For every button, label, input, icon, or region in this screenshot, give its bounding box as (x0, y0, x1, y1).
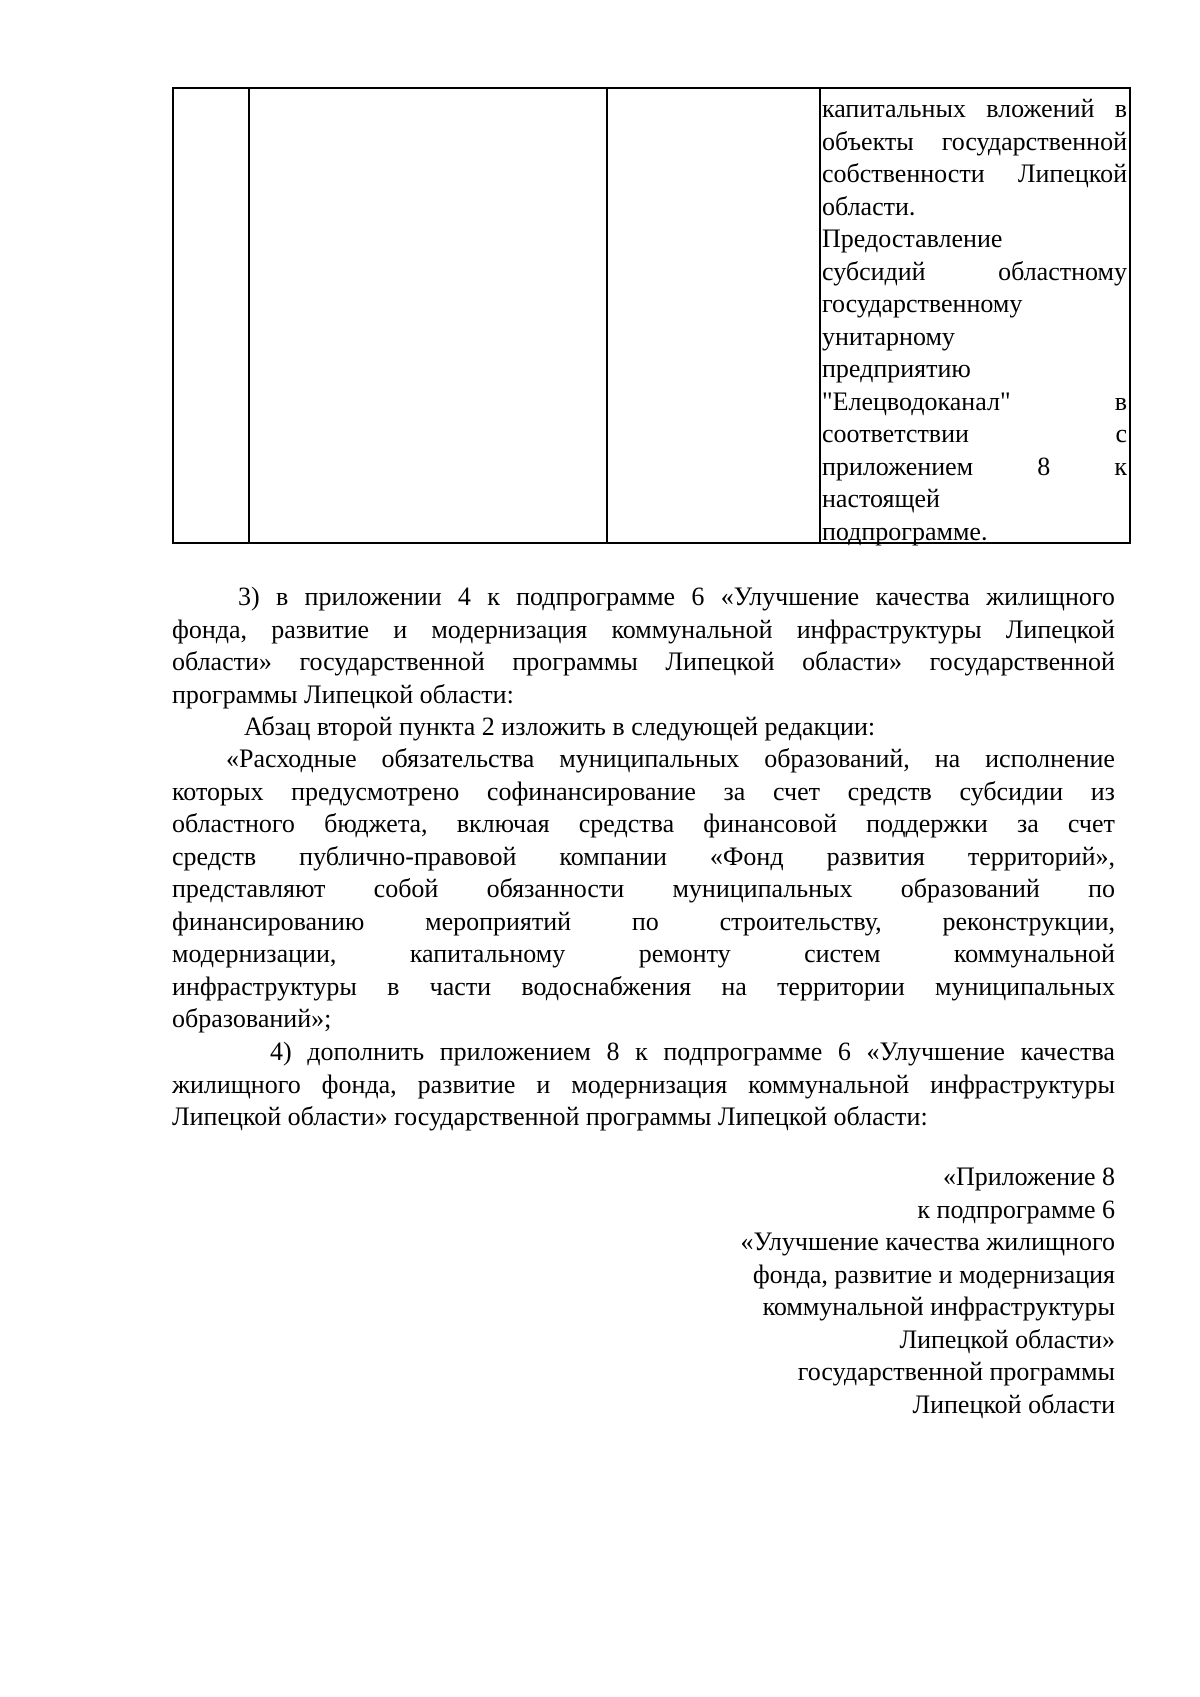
table-cell-word: предприятию (822, 354, 971, 383)
text-line (172, 841, 1115, 874)
word: к (487, 582, 500, 611)
word: средств (847, 776, 932, 806)
word: за (723, 776, 746, 806)
word: публично-правовой (299, 841, 517, 871)
table-cell-line (822, 321, 1127, 354)
word: 8 (606, 1037, 620, 1066)
word: Липецкой (665, 647, 775, 676)
word: коммунальной (611, 614, 773, 644)
word: программы (585, 1102, 718, 1131)
table-cell-line (822, 126, 1127, 159)
appendix-line: к подпрограмме 6 (917, 1194, 1115, 1224)
word: поддержки (866, 809, 988, 838)
table-cell-word: областному (998, 256, 1127, 286)
table-cell-line (822, 256, 1127, 289)
word: субсидии (959, 776, 1064, 806)
table-cell-word: приложением (822, 451, 974, 481)
text-line (172, 1003, 1115, 1036)
appendix-line: «Улучшение качества жилищного (740, 1227, 1115, 1256)
word: 4) (270, 1037, 292, 1066)
table-cell-line (822, 288, 1127, 321)
table-cell-line (822, 418, 1127, 451)
word: области: (833, 1102, 928, 1131)
word: Липецкой (1005, 614, 1115, 644)
word: области: (419, 679, 514, 709)
table-cell-word: субсидий (822, 256, 926, 286)
word: инфраструктуры (172, 971, 357, 1001)
word: «Фонд (709, 841, 784, 871)
word: подпрограмме (663, 1037, 823, 1066)
word: образований (900, 874, 1040, 903)
appendix-line: «Приложение 8 (942, 1162, 1115, 1191)
word: по (631, 906, 659, 936)
text-line (172, 614, 1115, 647)
word: территорий», (967, 841, 1115, 871)
word: «Улучшение (720, 582, 860, 611)
text-line (172, 971, 1115, 1004)
paragraph-instruction (172, 711, 1115, 744)
word: Липецкой (717, 1102, 834, 1131)
word: исполнение (985, 744, 1115, 773)
table-cell-word: области. (822, 191, 916, 221)
table-cell-word: капитальных (822, 94, 966, 123)
word: бюджета, (324, 809, 428, 838)
paragraph-4 (172, 1036, 1115, 1134)
paragraph-3 (172, 581, 1115, 711)
word: собой (373, 874, 439, 903)
word: образований»; (172, 1004, 332, 1033)
table-cell-word: государственной (941, 126, 1127, 156)
table-cell-word: Предоставление (822, 224, 1003, 253)
word: мероприятий (425, 906, 572, 936)
word: жилищного (172, 1069, 301, 1099)
table-column-divider (248, 89, 250, 542)
word: и (536, 1069, 551, 1099)
word: «Расходные (226, 744, 357, 773)
word: «Улучшение (866, 1037, 1005, 1066)
word: дополнить (307, 1037, 425, 1066)
word: инфраструктуры (930, 1069, 1115, 1099)
text-line (172, 938, 1115, 971)
table-cell-line (822, 158, 1127, 191)
word: представляют (172, 874, 326, 903)
word: по (1088, 874, 1115, 903)
word: 6 (691, 582, 705, 611)
word: Липецкой (304, 679, 420, 709)
word: фонда, (172, 614, 248, 644)
word: коммунальной (953, 939, 1115, 968)
word: счет (773, 776, 820, 806)
word: предусмотрено (291, 776, 460, 806)
table-cell-description (822, 93, 1127, 548)
word: территории (777, 971, 905, 1001)
word: модернизация (431, 614, 588, 644)
word: развитие (271, 614, 370, 644)
table-cell-line (822, 191, 1127, 224)
text-line (172, 743, 1115, 776)
word: на (721, 971, 747, 1001)
word: развития (826, 841, 925, 871)
word: программы (512, 647, 638, 676)
table-cell-word: к (1114, 451, 1127, 481)
text-line (172, 873, 1115, 906)
word: водоснабжения (521, 971, 692, 1001)
word: реконструкции, (942, 906, 1115, 936)
word: компании (559, 841, 667, 871)
appendix-line: коммунальной инфраструктуры (762, 1292, 1115, 1321)
table-cell-word: объекты (822, 126, 914, 156)
table-cell-word: настоящей (822, 484, 940, 513)
word: развитие (417, 1069, 516, 1099)
word: государственной (299, 647, 485, 676)
appendix-line: Липецкой области (912, 1389, 1115, 1419)
text-line (172, 1069, 1115, 1102)
appendix-line: государственной программы (797, 1357, 1115, 1386)
paragraph-quote (172, 743, 1115, 1036)
word: в (275, 582, 289, 611)
word: муниципальных (934, 971, 1115, 1001)
word: модернизации, (172, 939, 337, 968)
appendix-line: фонда, развитие и модернизация (752, 1259, 1115, 1289)
word: подпрограмме (516, 582, 676, 611)
word: ремонту (638, 939, 731, 968)
word: областного (172, 809, 295, 838)
word: на (934, 744, 961, 773)
table-cell-line (822, 483, 1127, 516)
word: области» (287, 1102, 395, 1131)
word: жилищного (986, 582, 1115, 611)
table-cell-word: Липецкой (1017, 159, 1127, 188)
table-cell-word: с (1115, 419, 1127, 448)
word: области» (802, 647, 903, 676)
word: обязанности (486, 874, 625, 903)
word: части (429, 971, 492, 1001)
word: средств (172, 841, 257, 871)
word: средства (578, 809, 675, 838)
word: фонда, (321, 1069, 397, 1099)
word: государственной (394, 1102, 586, 1131)
word: муниципальных (672, 874, 853, 903)
word: софинансирование (486, 776, 696, 806)
word: и (393, 614, 408, 644)
table-column-divider (606, 89, 608, 542)
text-line (172, 1101, 1115, 1134)
text-line (172, 808, 1115, 841)
appendix-heading (740, 1161, 1115, 1421)
word: за (1016, 809, 1039, 838)
word: 6 (837, 1037, 851, 1066)
table-cell-line (822, 386, 1127, 419)
word: программы (172, 679, 304, 709)
word: приложении (304, 582, 442, 611)
text-line (172, 776, 1115, 809)
table-cell-line (822, 223, 1127, 256)
word: систем (804, 939, 881, 968)
table-cell-word: унитарному (822, 321, 955, 351)
word: капитальному (409, 939, 566, 968)
table-cell-word: 8 (1037, 451, 1051, 481)
table-cell-word: соответствии (822, 419, 969, 448)
table-cell-line (822, 93, 1127, 126)
word: финансированию (172, 906, 365, 936)
word: к (635, 1037, 648, 1066)
word: государственной (929, 647, 1115, 676)
text-line (172, 1036, 1115, 1069)
word: Липецкой (172, 1102, 288, 1131)
table-cell-word: государственному (822, 289, 1023, 318)
word: качества (875, 582, 970, 611)
table-cell-word: собственности (822, 159, 985, 188)
word: модернизация (571, 1069, 728, 1099)
text-line (172, 906, 1115, 939)
word: коммунальной (748, 1069, 910, 1099)
word: 3) (238, 582, 260, 611)
appendix-line: Липецкой области» (899, 1324, 1115, 1354)
table-cell-word: подпрограмме. (822, 516, 988, 546)
text-line (172, 581, 1115, 614)
table-cell-word: в (1114, 94, 1127, 123)
word: инфраструктуры (796, 614, 982, 644)
word: финансовой (703, 809, 837, 838)
word: строительству, (719, 906, 882, 936)
table-cell-line (822, 516, 1127, 549)
word: муниципальных (559, 744, 740, 773)
word: в (387, 971, 400, 1001)
table-cell-word: в (1114, 386, 1127, 416)
word: которых (172, 776, 264, 806)
table-cell-line (822, 451, 1127, 484)
table-column-divider (819, 89, 821, 542)
word: включая (456, 809, 550, 838)
word: приложением (439, 1037, 591, 1066)
instruction-text: Абзац второй пункта 2 изложить в следующей редакции: (244, 712, 876, 741)
text-line (172, 646, 1115, 679)
table-cell-word: вложений (986, 94, 1095, 123)
table-cell-line (822, 353, 1127, 386)
word: образований, (764, 744, 910, 773)
table-cell-word: "Елецводоканал" (822, 386, 1011, 416)
word: из (1090, 776, 1115, 806)
word: счет (1067, 809, 1115, 838)
word: обязательства (381, 744, 535, 773)
text-line (172, 679, 1115, 712)
table-fragment (172, 87, 1131, 544)
word: качества (1020, 1037, 1115, 1066)
word: 4 (457, 582, 471, 611)
word: области» (172, 647, 272, 676)
